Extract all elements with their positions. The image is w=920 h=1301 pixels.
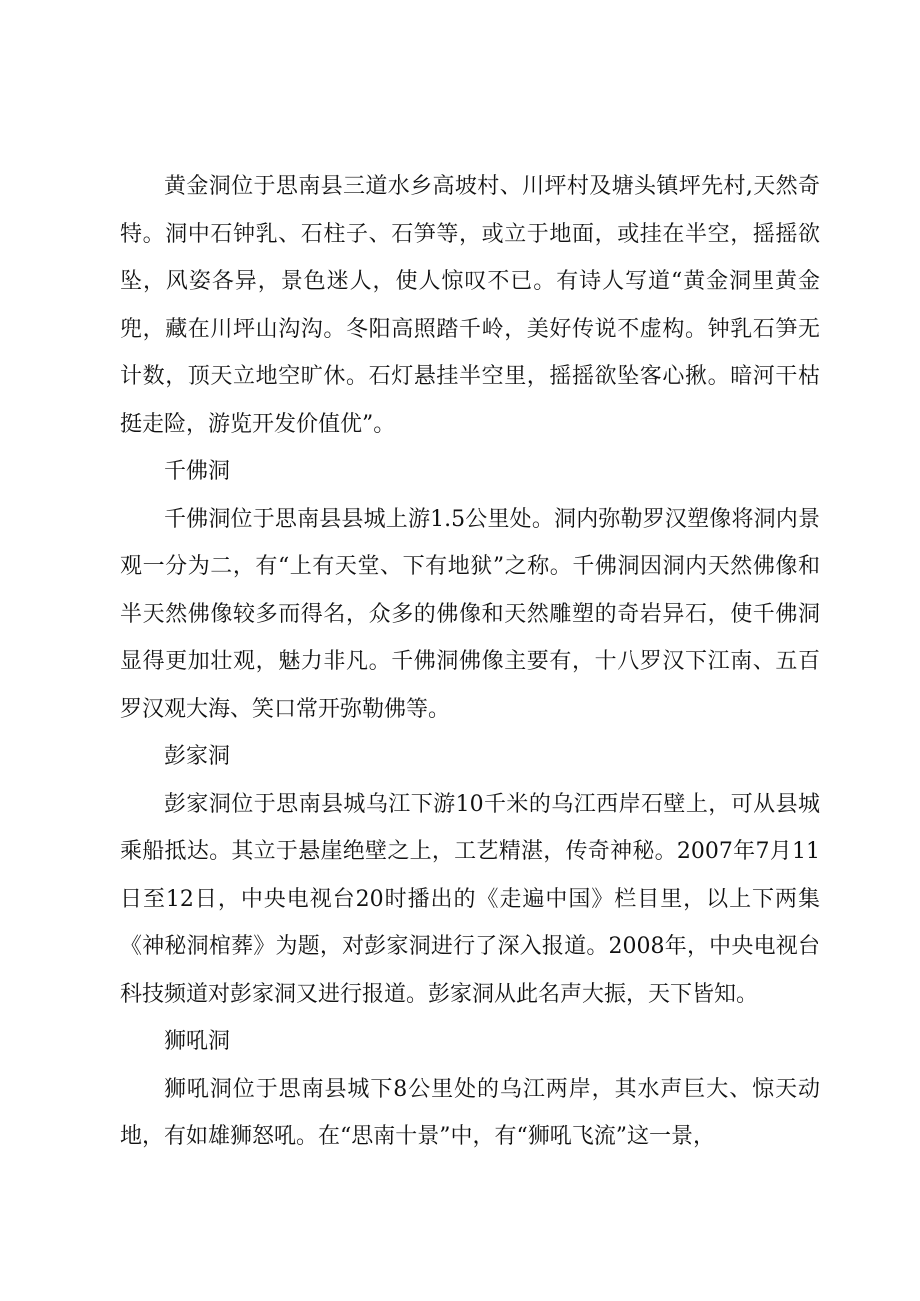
document-body: [120, 163, 820, 1161]
heading-shihou-cave: 狮吼洞: [164, 1029, 231, 1054]
paragraph-huangjin-cave: 黄金洞位于思南县三道水乡高坡村、川坪村及塘头镇坪先村,天然奇特。洞中石钟乳、石柱子、石笋等，或立于地面，或挂在半空，摇摇欲坠，风姿各异，景色迷人，使人惊叹不已。有诗人写道“黄金洞里黄金兜，藏在川坪山沟沟。冬阳高照踏千岭，美好传说不虚构。钟乳石笋无计数，顶天立地空旷休。石灯悬挂半空里，摇摇欲坠客心揪。暗河干枯挺走险，游览开发价值优”。: [120, 174, 820, 437]
heading-pengjia-cave: 彭家洞: [164, 744, 231, 769]
heading-qianfo-cave: 千佛洞: [164, 459, 231, 484]
paragraph-shihou-cave: 狮吼洞位于思南县城下8公里处的乌江两岸，其水声巨大、惊天动地，有如雄狮怒吼。在“思南十景”中，有“狮吼飞流”这一景，: [120, 1076, 820, 1149]
paragraph-qianfo-cave: 千佛洞位于思南县县城上游1.5公里处。洞内弥勒罗汉塑像将洞内景观一分为二，有“上有天堂、下有地狱”之称。千佛洞因洞内天然佛像和半天然佛像较多而得名，众多的佛像和天然雕塑的奇岩异石，使千佛洞显得更加壮观，魅力非凡。千佛洞佛像主要有，十八罗汉下江南、五百罗汉观大海、笑口常开弥勒佛等。: [120, 506, 820, 722]
paragraph-pengjia-cave: 彭家洞位于思南县城乌江下游10千米的乌江西岸石壁上，可从县城乘船抵达。其立于悬崖绝壁之上，工艺精湛，传奇神秘。2007年7月11日至12日，中央电视台20时播出的《走遍中国》栏目里，以上下两集《神秘洞棺葬》为题，对彭家洞进行了深入报道。2008年，中央电视台科技频道对彭家洞又进行报道。彭家洞从此名声大振，天下皆知。: [120, 791, 820, 1007]
